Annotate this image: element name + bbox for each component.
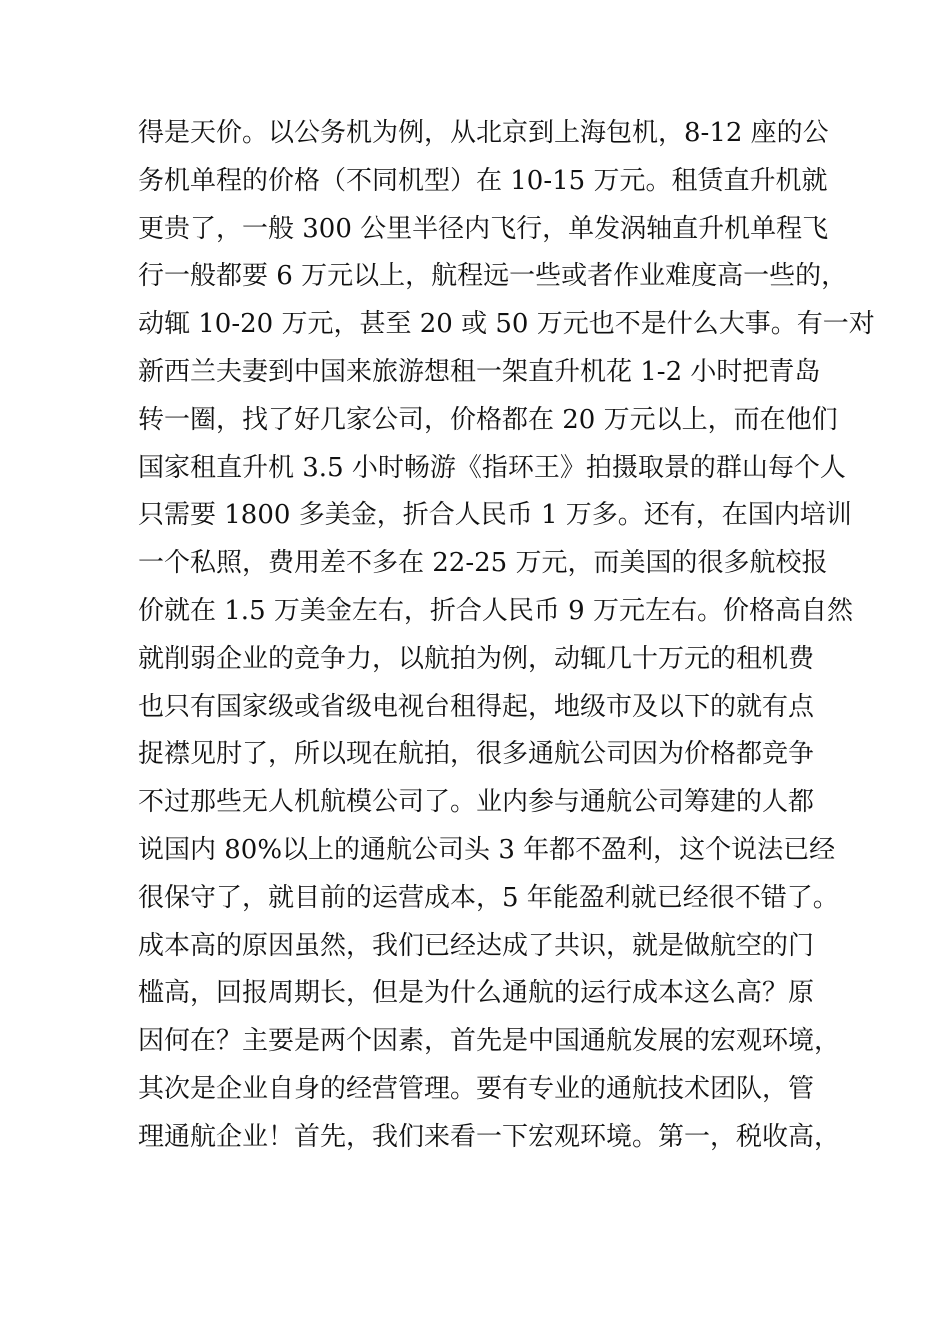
- text-line: 其次是企业自身的经营管理。要有专业的通航技术团队，管: [138, 1073, 815, 1104]
- text-line: 得是天价。以公务机为例，从北京到上海包机，8-12 座的公: [138, 118, 829, 148]
- text-line: 国家租直升机 3.5 小时畅游《指环王》拍摄取景的群山每个人: [138, 452, 846, 483]
- text-line: 成本高的原因虽然，我们已经达成了共识，就是做航空的门: [138, 930, 815, 961]
- text-line: 一个私照，费用差不多在 22-25 万元，而美国的很多航校报: [138, 548, 828, 579]
- text-line: 因何在？主要是两个因素，首先是中国通航发展的宏观环境，: [138, 1026, 841, 1057]
- text-line: 动辄 10-20 万元，甚至 20 或 50 万元也不是什么大事。有一对: [138, 309, 875, 340]
- text-line: 行一般都要 6 万元以上，航程远一些或者作业难度高一些的，: [138, 261, 848, 292]
- text-line: 很保守了，就目前的运营成本，5 年能盈利就已经很不错了。: [138, 882, 839, 913]
- text-line: 就削弱企业的竞争力，以航拍为例，动辄几十万元的租机费: [138, 643, 815, 674]
- text-line: 槛高，回报周期长，但是为什么通航的运行成本这么高？原: [138, 978, 815, 1009]
- text-line: 价就在 1.5 万美金左右，折合人民币 9 万元左右。价格高自然: [138, 595, 853, 626]
- text-line: 务机单程的价格（不同机型）在 10-15 万元。租赁直升机就: [138, 165, 828, 196]
- text-line: 转一圈，找了好几家公司，价格都在 20 万元以上，而在他们: [138, 404, 838, 435]
- text-line: 理通航企业！首先，我们来看一下宏观环境。第一，税收高，: [138, 1121, 841, 1152]
- text-line: 也只有国家级或省级电视台租得起，地级市及以下的就有点: [138, 691, 815, 722]
- text-line: 更贵了，一般 300 公里半径内飞行，单发涡轴直升机单程飞: [138, 213, 829, 244]
- text-line: 不过那些无人机航模公司了。业内参与通航公司筹建的人都: [138, 787, 815, 818]
- text-line: 捉襟见肘了，所以现在航拍，很多通航公司因为价格都竞争: [138, 739, 815, 770]
- text-line: 新西兰夫妻到中国来旅游想租一架直升机花 1-2 小时把青岛: [138, 356, 821, 387]
- body-text: [138, 110, 875, 1162]
- text-line: 只需要 1800 多美金，折合人民币 1 万多。还有，在国内培训: [138, 500, 852, 531]
- text-line: 说国内 80%以上的通航公司头 3 年都不盈利，这个说法已经: [138, 834, 836, 865]
